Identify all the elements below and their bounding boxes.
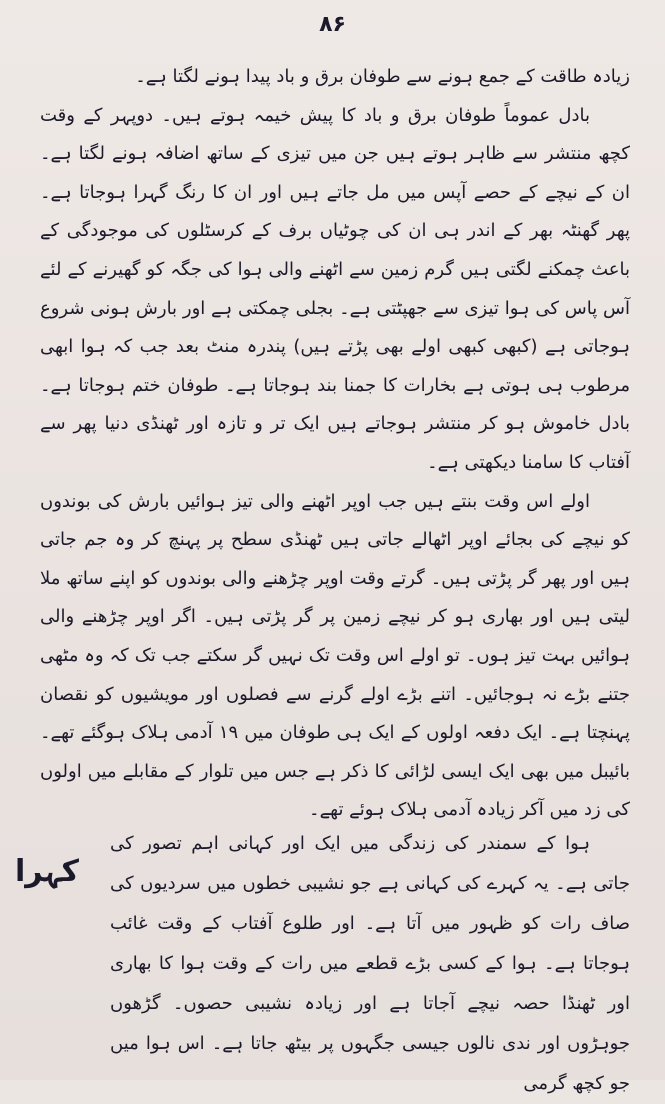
section-body — [40, 824, 630, 1104]
section-paragraph: ہوا کے سمندر کی زندگی میں ایک اور کہانی اہم تصور کی جاتی ہے۔ یہ کہرے کی کہانی ہے جو نشیبی خطوں میں سردیوں کی صاف رات کو ظہور میں آتا ہے۔ اور طلوع آفتاب کے وقت غائب ہوجاتا ہے۔ ہوا کے کسی بڑے قطعے میں رات کے وقت ہوا کا بھاری اور ٹھنڈا حصہ نیچے آجاتا ہے اور زیادہ نشیبی حصوں۔ گڑھوں جوہڑوں اور ندی نالوں جیسی جگہوں پر بیٹھ جاتا ہے۔ اس ہوا میں جو کچھ گرمی — [110, 833, 630, 1094]
page-number: ۸۶ — [319, 12, 346, 37]
paragraph-2: بادل عموماً طوفان برق و باد کا پیش خیمہ ہوتے ہیں۔ دوپہر کے وقت کچھ منتشر سے ظاہر ہوتے ہیں جن میں تیزی کے ساتھ اضافہ ہونے لگتا ہے۔ ان کے نیچے کے حصے آپس میں مل جاتے ہیں اور ان کا رنگ گہرا ہوجاتا ہے۔ پھر گھنٹہ بھر کے اندر ہی ان کی چوٹیاں برف کے کرسٹلوں کی موجودگی کے باعث چمکنے لگتی ہیں گرم زمین سے اٹھنے والی ہوا کی جگہ کو گھیرنے کے لئے آس پاس کی ہوا تیزی سے جھپٹتی ہے۔ بجلی چمکتی ہے اور بارش ہونی شروع ہوجاتی ہے (کبھی کبھی اولے بھی پڑتے ہیں) پندرہ منٹ بعد جب کہ ہوا ابھی مرطوب ہی ہوتی ہے بخارات کا جمنا بند ہوجاتا ہے۔ طوفان ختم ہوجاتا ہے۔ بادل خاموش ہو کر منتشر ہوجاتے ہیں ایک تر و تازہ اور ٹھنڈی دنیا پھر سے آفتاب کا سامنا دیکھتی ہے۔ — [40, 104, 630, 473]
section-heading: کہرا — [15, 854, 79, 889]
paragraph-3: اولے اس وقت بنتے ہیں جب اوپر اٹھنے والی تیز ہوائیں بارش کی بوندوں کو نیچے کی بجائے اوپر اٹھالے جاتی ہیں ٹھنڈی سطح پر پہنچ کر وہ جم جاتی ہیں اور پھر گر پڑتی ہیں۔ گرتے وقت اوپر چڑھنے والی بوندوں کو اپنے ساتھ ملا لیتی ہیں اور بھاری ہو کر نیچے زمین پر گر پڑتی ہیں۔ اگر اوپر چڑھنے والی ہوائیں بہت تیز ہوں۔ تو اولے اس وقت تک نہیں گر سکتے جب تک کہ وہ مٹھی جتنے بڑے نہ ہوجائیں۔ اتنے بڑے اولے گرنے سے فصلوں اور مویشیوں کو نقصان پہنچتا ہے۔ ایک دفعہ اولوں کے ایک ہی طوفان میں ۱۹ آدمی ہلاک ہوگئے تھے۔ بائیبل میں بھی ایک ایسی لڑائی کا ذکر ہے جس میں تلوار کے مقابلے میں اولوں کی زد میں آکر زیادہ آدمی ہلاک ہوئے تھے۔ — [40, 490, 630, 821]
body-text — [40, 58, 630, 830]
paragraph-1: زیادہ طاقت کے جمع ہونے سے طوفان برق و باد پیدا ہونے لگتا ہے۔ — [135, 66, 630, 87]
